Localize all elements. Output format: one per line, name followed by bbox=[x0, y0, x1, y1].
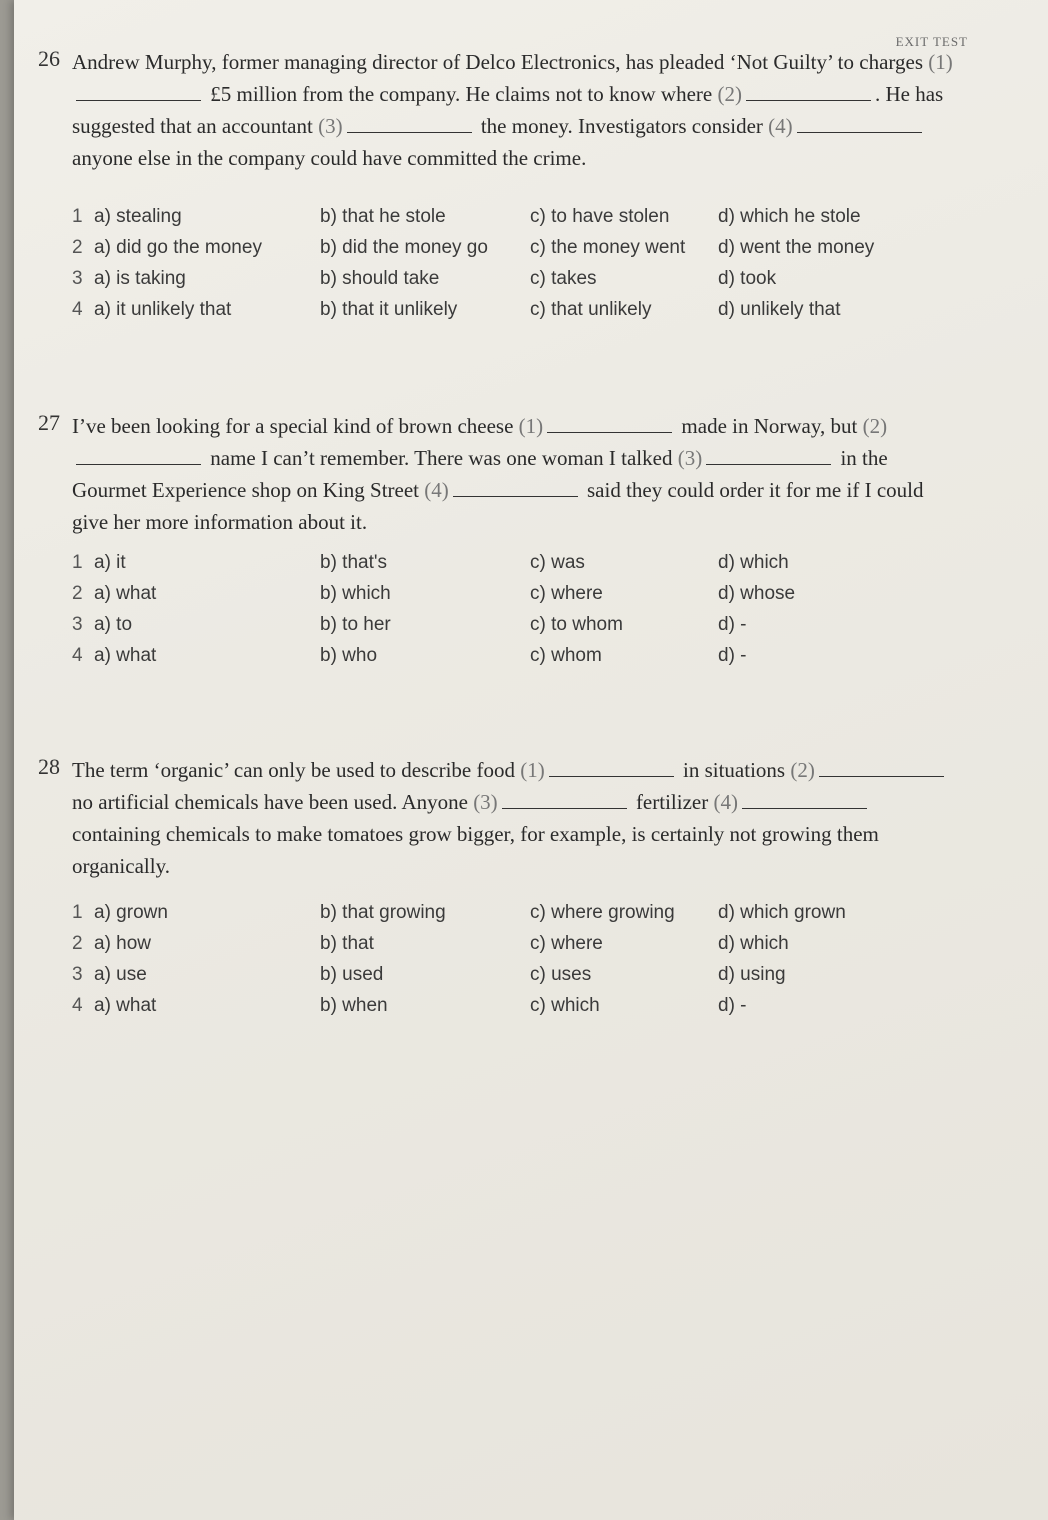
option-c[interactable]: c) takes bbox=[530, 268, 597, 289]
option-d[interactable]: d) which grown bbox=[718, 902, 846, 923]
gap-number: (2) bbox=[862, 414, 888, 438]
option-b[interactable]: b) who bbox=[320, 645, 378, 666]
answer-blank[interactable] bbox=[347, 114, 472, 133]
option-b[interactable]: b) did the money go bbox=[320, 237, 488, 258]
option-d[interactable]: d) unlikely that bbox=[718, 299, 841, 320]
option-row-number: 1 bbox=[72, 206, 83, 227]
option-a[interactable]: a) what bbox=[94, 583, 157, 604]
option-d[interactable]: d) whose bbox=[718, 583, 796, 604]
option-b[interactable]: b) used bbox=[320, 964, 384, 985]
option-row bbox=[72, 237, 932, 268]
option-row bbox=[72, 206, 932, 237]
gap-number: (4) bbox=[713, 790, 738, 814]
option-c[interactable]: c) which bbox=[530, 995, 600, 1016]
option-row bbox=[72, 645, 932, 676]
option-c[interactable]: c) whom bbox=[530, 645, 602, 666]
option-a[interactable]: a) it bbox=[94, 552, 126, 573]
option-b[interactable]: b) should take bbox=[320, 268, 440, 289]
option-d[interactable]: d) - bbox=[718, 614, 747, 635]
option-b[interactable]: b) that it unlikely bbox=[320, 299, 458, 320]
option-d[interactable]: d) using bbox=[718, 964, 786, 985]
option-row bbox=[72, 268, 932, 299]
gap-number: (1) bbox=[518, 414, 544, 438]
gap-number: (3) bbox=[473, 790, 498, 814]
option-b[interactable]: b) to her bbox=[320, 614, 391, 635]
option-c[interactable]: c) where bbox=[530, 933, 603, 954]
answer-blank[interactable] bbox=[746, 82, 871, 101]
option-b[interactable]: b) when bbox=[320, 995, 388, 1016]
option-row bbox=[72, 552, 932, 583]
passage-text: said they could order it for me if I could give her more information about it. bbox=[72, 478, 924, 534]
option-c[interactable]: c) uses bbox=[530, 964, 592, 985]
option-row-number: 2 bbox=[72, 237, 83, 258]
option-d[interactable]: d) which he stole bbox=[718, 206, 861, 227]
exit-test-header: EXIT TEST bbox=[895, 34, 968, 49]
answer-blank[interactable] bbox=[706, 446, 831, 465]
option-c[interactable]: c) the money went bbox=[530, 237, 686, 258]
option-c[interactable]: c) to have stolen bbox=[530, 206, 670, 227]
passage-text: £5 million from the company. He claims not to know where bbox=[205, 82, 718, 106]
option-d[interactable]: d) - bbox=[718, 645, 747, 666]
passage-text: made in Norway, but bbox=[676, 414, 863, 438]
option-row bbox=[72, 299, 932, 330]
option-row-number: 4 bbox=[72, 995, 83, 1016]
question-passage bbox=[72, 46, 957, 174]
option-row-number: 4 bbox=[72, 645, 83, 666]
option-row-number: 1 bbox=[72, 552, 83, 573]
option-d[interactable]: d) went the money bbox=[718, 237, 875, 258]
option-b[interactable]: b) that growing bbox=[320, 902, 446, 923]
option-row-number: 4 bbox=[72, 299, 83, 320]
option-d[interactable]: d) took bbox=[718, 268, 777, 289]
option-row bbox=[72, 902, 932, 933]
answer-blank[interactable] bbox=[742, 790, 867, 809]
option-a[interactable]: a) is taking bbox=[94, 268, 186, 289]
answer-blank[interactable] bbox=[453, 478, 578, 497]
gap-number: (2) bbox=[717, 82, 742, 106]
answer-blank[interactable] bbox=[819, 758, 944, 777]
option-b[interactable]: b) that bbox=[320, 933, 374, 954]
option-d[interactable]: d) which bbox=[718, 552, 789, 573]
option-d[interactable]: d) - bbox=[718, 995, 747, 1016]
option-c[interactable]: c) where bbox=[530, 583, 603, 604]
gap-number: (2) bbox=[790, 758, 815, 782]
passage-text: no artificial chemicals have been used. Anyone bbox=[72, 790, 474, 814]
answer-blank[interactable] bbox=[797, 114, 922, 133]
passage-text: in situations bbox=[677, 758, 791, 782]
answer-blank[interactable] bbox=[76, 82, 201, 101]
option-a[interactable]: a) use bbox=[94, 964, 147, 985]
question-number: 27 bbox=[38, 410, 60, 435]
passage-text: fertilizer bbox=[630, 790, 714, 814]
option-a[interactable]: a) how bbox=[94, 933, 152, 954]
option-a[interactable]: a) did go the money bbox=[94, 237, 262, 258]
workbook-page bbox=[14, 0, 1048, 1520]
passage-text: name I can’t remember. There was one woman I talked bbox=[205, 446, 678, 470]
option-c[interactable]: c) was bbox=[530, 552, 585, 573]
option-row bbox=[72, 614, 932, 645]
answer-blank[interactable] bbox=[502, 790, 627, 809]
option-c[interactable]: c) where growing bbox=[530, 902, 675, 923]
answer-blank[interactable] bbox=[76, 446, 201, 465]
answer-options bbox=[72, 552, 932, 676]
passage-text: Andrew Murphy, former managing director of Delco Electronics, has pleaded ‘Not Guilty’ to charges bbox=[72, 50, 929, 74]
passage-text: The term ‘organic’ can only be used to describe food bbox=[72, 758, 521, 782]
option-d[interactable]: d) which bbox=[718, 933, 789, 954]
option-row-number: 3 bbox=[72, 614, 83, 635]
option-a[interactable]: a) what bbox=[94, 995, 157, 1016]
passage-text: . He has suggested that an accountant bbox=[72, 82, 944, 138]
option-b[interactable]: b) that he stole bbox=[320, 206, 446, 227]
passage-text: I’ve been looking for a special kind of brown cheese bbox=[72, 414, 519, 438]
option-a[interactable]: a) what bbox=[94, 645, 157, 666]
question-passage bbox=[72, 410, 957, 538]
option-c[interactable]: c) to whom bbox=[530, 614, 623, 635]
option-b[interactable]: b) that's bbox=[320, 552, 387, 573]
gap-number: (1) bbox=[520, 758, 545, 782]
option-b[interactable]: b) which bbox=[320, 583, 391, 604]
option-a[interactable]: a) stealing bbox=[94, 206, 182, 227]
answer-blank[interactable] bbox=[547, 414, 672, 433]
option-row-number: 2 bbox=[72, 583, 83, 604]
passage-text: the money. Investigators consider bbox=[475, 114, 769, 138]
option-row-number: 1 bbox=[72, 902, 83, 923]
question-passage bbox=[72, 754, 957, 882]
passage-text: in the Gourmet Experience shop on King Street bbox=[72, 446, 888, 502]
gap-number: (3) bbox=[677, 446, 703, 470]
option-row bbox=[72, 964, 932, 995]
gap-number: (4) bbox=[424, 478, 449, 502]
answer-options bbox=[72, 902, 932, 1026]
option-row-number: 2 bbox=[72, 933, 83, 954]
option-a[interactable]: a) grown bbox=[94, 902, 168, 923]
question-number: 26 bbox=[38, 46, 60, 71]
option-row bbox=[72, 995, 932, 1026]
passage-text: containing chemicals to make tomatoes grow bigger, for example, is certainly not growing them organically. bbox=[72, 822, 879, 878]
gap-number: (3) bbox=[318, 114, 343, 138]
question-number: 28 bbox=[38, 754, 60, 779]
option-row bbox=[72, 933, 932, 964]
option-row-number: 3 bbox=[72, 964, 83, 985]
option-a[interactable]: a) it unlikely that bbox=[94, 299, 232, 320]
option-row bbox=[72, 583, 932, 614]
gap-number: (4) bbox=[768, 114, 793, 138]
gap-number: (1) bbox=[928, 50, 953, 74]
answer-options bbox=[72, 206, 932, 330]
option-a[interactable]: a) to bbox=[94, 614, 133, 635]
passage-text: anyone else in the company could have committed the crime. bbox=[72, 146, 587, 170]
option-c[interactable]: c) that unlikely bbox=[530, 299, 652, 320]
answer-blank[interactable] bbox=[549, 758, 674, 777]
option-row-number: 3 bbox=[72, 268, 83, 289]
